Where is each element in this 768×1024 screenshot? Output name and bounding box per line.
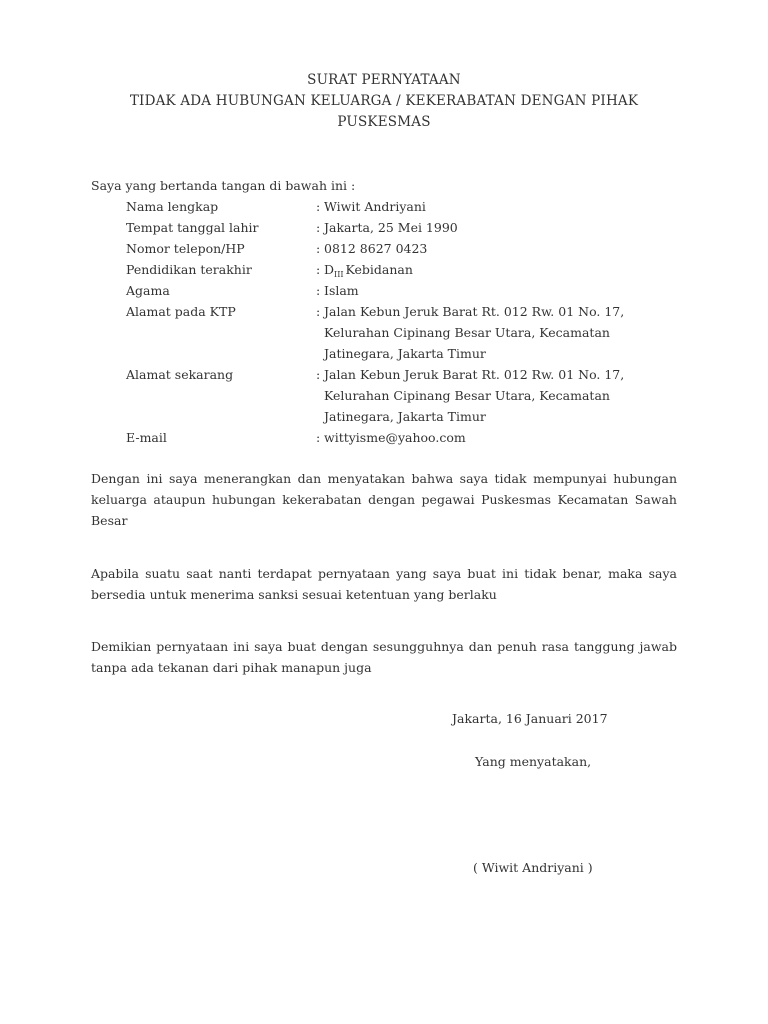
field-separator: : (316, 430, 321, 445)
field-label-email: E-mail (126, 430, 167, 445)
field-label-birth: Tempat tanggal lahir (126, 220, 259, 235)
paragraph-line: keluarga ataupun hubungan kekerabatan dengan pegawai Puskesmas Kecamatan Sawah (91, 492, 677, 507)
field-label-phone: Nomor telepon/HP (126, 241, 245, 256)
paragraph-line: bersedia untuk menerima sanksi sesuai ketentuan yang berlaku (91, 587, 497, 602)
document-title-line-3: PUSKESMAS (337, 114, 431, 130)
paragraph-line: Demikian pernyataan ini saya buat dengan sesungguhnya dan penuh rasa tanggung jawab (91, 639, 677, 654)
field-value-phone: 0812 8627 0423 (324, 241, 428, 256)
field-separator: : (316, 241, 321, 256)
field-label-ktp-address: Alamat pada KTP (126, 304, 236, 319)
field-value-current-address-line-2: Kelurahan Cipinang Besar Utara, Kecamatan (324, 388, 610, 403)
paragraph-line: Besar (91, 513, 128, 528)
field-separator: : (316, 304, 321, 319)
education-degree-level: III (334, 270, 344, 279)
field-value-ktp-address-line-2: Kelurahan Cipinang Besar Utara, Kecamatan (324, 325, 610, 340)
field-value-ktp-address-line-1: Jalan Kebun Jeruk Barat Rt. 012 Rw. 01 No. 17, (324, 304, 625, 319)
paragraph-line: Apabila suatu saat nanti terdapat pernyataan yang saya buat ini tidak benar, maka saya (91, 566, 677, 581)
document-title-line-2: TIDAK ADA HUBUNGAN KELUARGA / KEKERABATAN DENGAN PIHAK (129, 93, 639, 109)
field-separator: : (316, 262, 321, 277)
document-title-line-1: SURAT PERNYATAAN (307, 72, 461, 88)
field-value-name: Wiwit Andriyani (324, 199, 426, 214)
education-degree: D (324, 262, 335, 277)
signature-closing: Yang menyatakan, (475, 754, 592, 769)
field-label-name: Nama lengkap (126, 199, 219, 214)
field-value-current-address-line-1: Jalan Kebun Jeruk Barat Rt. 012 Rw. 01 No. 17, (324, 367, 625, 382)
field-value-education (324, 260, 413, 280)
field-separator: : (316, 199, 321, 214)
signature-name: ( Wiwit Andriyani ) (473, 860, 593, 875)
field-separator: : (316, 283, 321, 298)
field-value-ktp-address-line-3: Jatinegara, Jakarta Timur (324, 346, 486, 361)
field-label-religion: Agama (126, 283, 170, 298)
intro-text: Saya yang bertanda tangan di bawah ini : (91, 178, 356, 193)
field-value-current-address-line-3: Jatinegara, Jakarta Timur (324, 409, 486, 424)
paragraph-line: tanpa ada tekanan dari pihak manapun juga (91, 660, 372, 675)
signature-place-date: Jakarta, 16 Januari 2017 (452, 711, 608, 726)
field-value-religion: Islam (324, 283, 359, 298)
field-value-email: wittyisme@yahoo.com (324, 430, 466, 445)
paragraph-line: Dengan ini saya menerangkan dan menyatakan bahwa saya tidak mempunyai hubungan (91, 471, 677, 486)
field-separator: : (316, 220, 321, 235)
field-value-birth: Jakarta, 25 Mei 1990 (324, 220, 458, 235)
field-label-education: Pendidikan terakhir (126, 262, 252, 277)
field-label-current-address: Alamat sekarang (126, 367, 234, 382)
field-separator: : (316, 367, 321, 382)
education-major: Kebidanan (345, 262, 413, 277)
